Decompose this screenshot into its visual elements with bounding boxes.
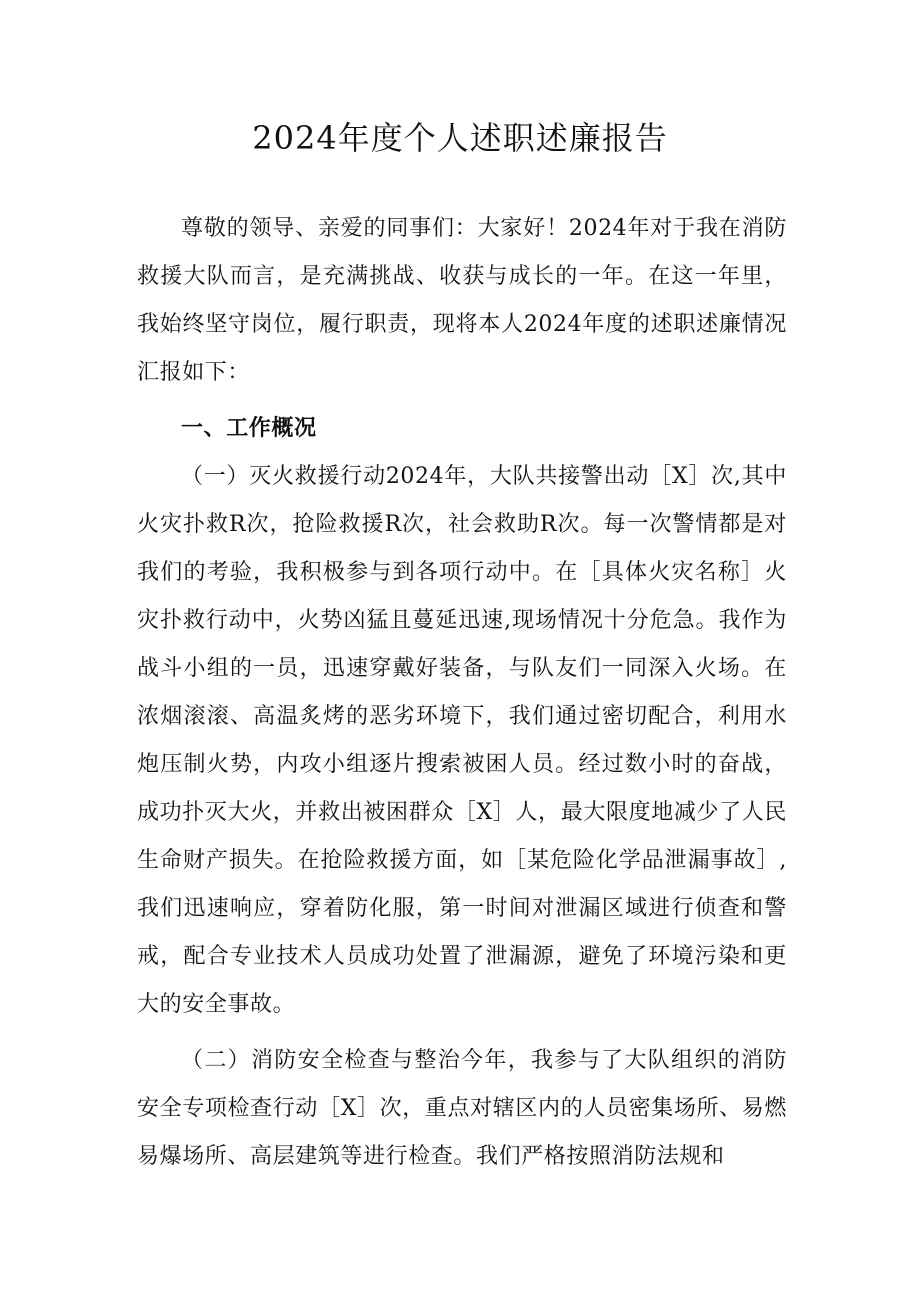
paragraph-firefighting-rescue: （一）灭火救援行动2024年，大队共接警出动［X］次,其中火灾扑救R次，抢险救援R次，社会救助R次。每一次警情都是对我们的考验，我积极参与到各项行动中。在［具体火灾名称］火灾扑救行动中，火势凶猛且蔓延迅速,现场情况十分危急。我作为战斗小组的一员，迅速穿戴好装备，与队友们一同深入火场。在浓烟滚滚、高温炙烤的恶劣环境下，我们通过密切配合，利用水炮压制火势，内攻小组逐片搜索被困人员。经过数小时的奋战，成功扑灭大火，并救出被困群众［X］人，最大限度地减少了人民生命财产损失。在抢险救援方面，如［某危险化学品泄漏事故］,我们迅速响应，穿着防化服，第一时间对泄漏区域进行侦查和警戒，配合专业技术人员成功处置了泄漏源，避免了环境污染和更大的安全事故。 [137,464,787,1017]
paragraph-safety-inspection: （二）消防安全检查与整治今年，我参与了大队组织的消防安全专项检查行动［X］次，重点对辖区内的人员密集场所、易燃易爆场所、高层建筑等进行检查。我们严格按照消防法规和 [137,1048,787,1169]
document-body [137,205,787,1181]
intro-paragraph: 尊敬的领导、亲爱的同事们：大家好！2024年对于我在消防救援大队而言，是充满挑战、收获与成长的一年。在这一年里，我始终坚守岗位，履行职责，现将本人2024年度的述职述廉情况汇报如下： [137,216,787,385]
document-title: 2024年度个人述职述廉报告 [252,119,668,157]
section-heading-work-overview: 一、工作概况 [181,416,317,441]
